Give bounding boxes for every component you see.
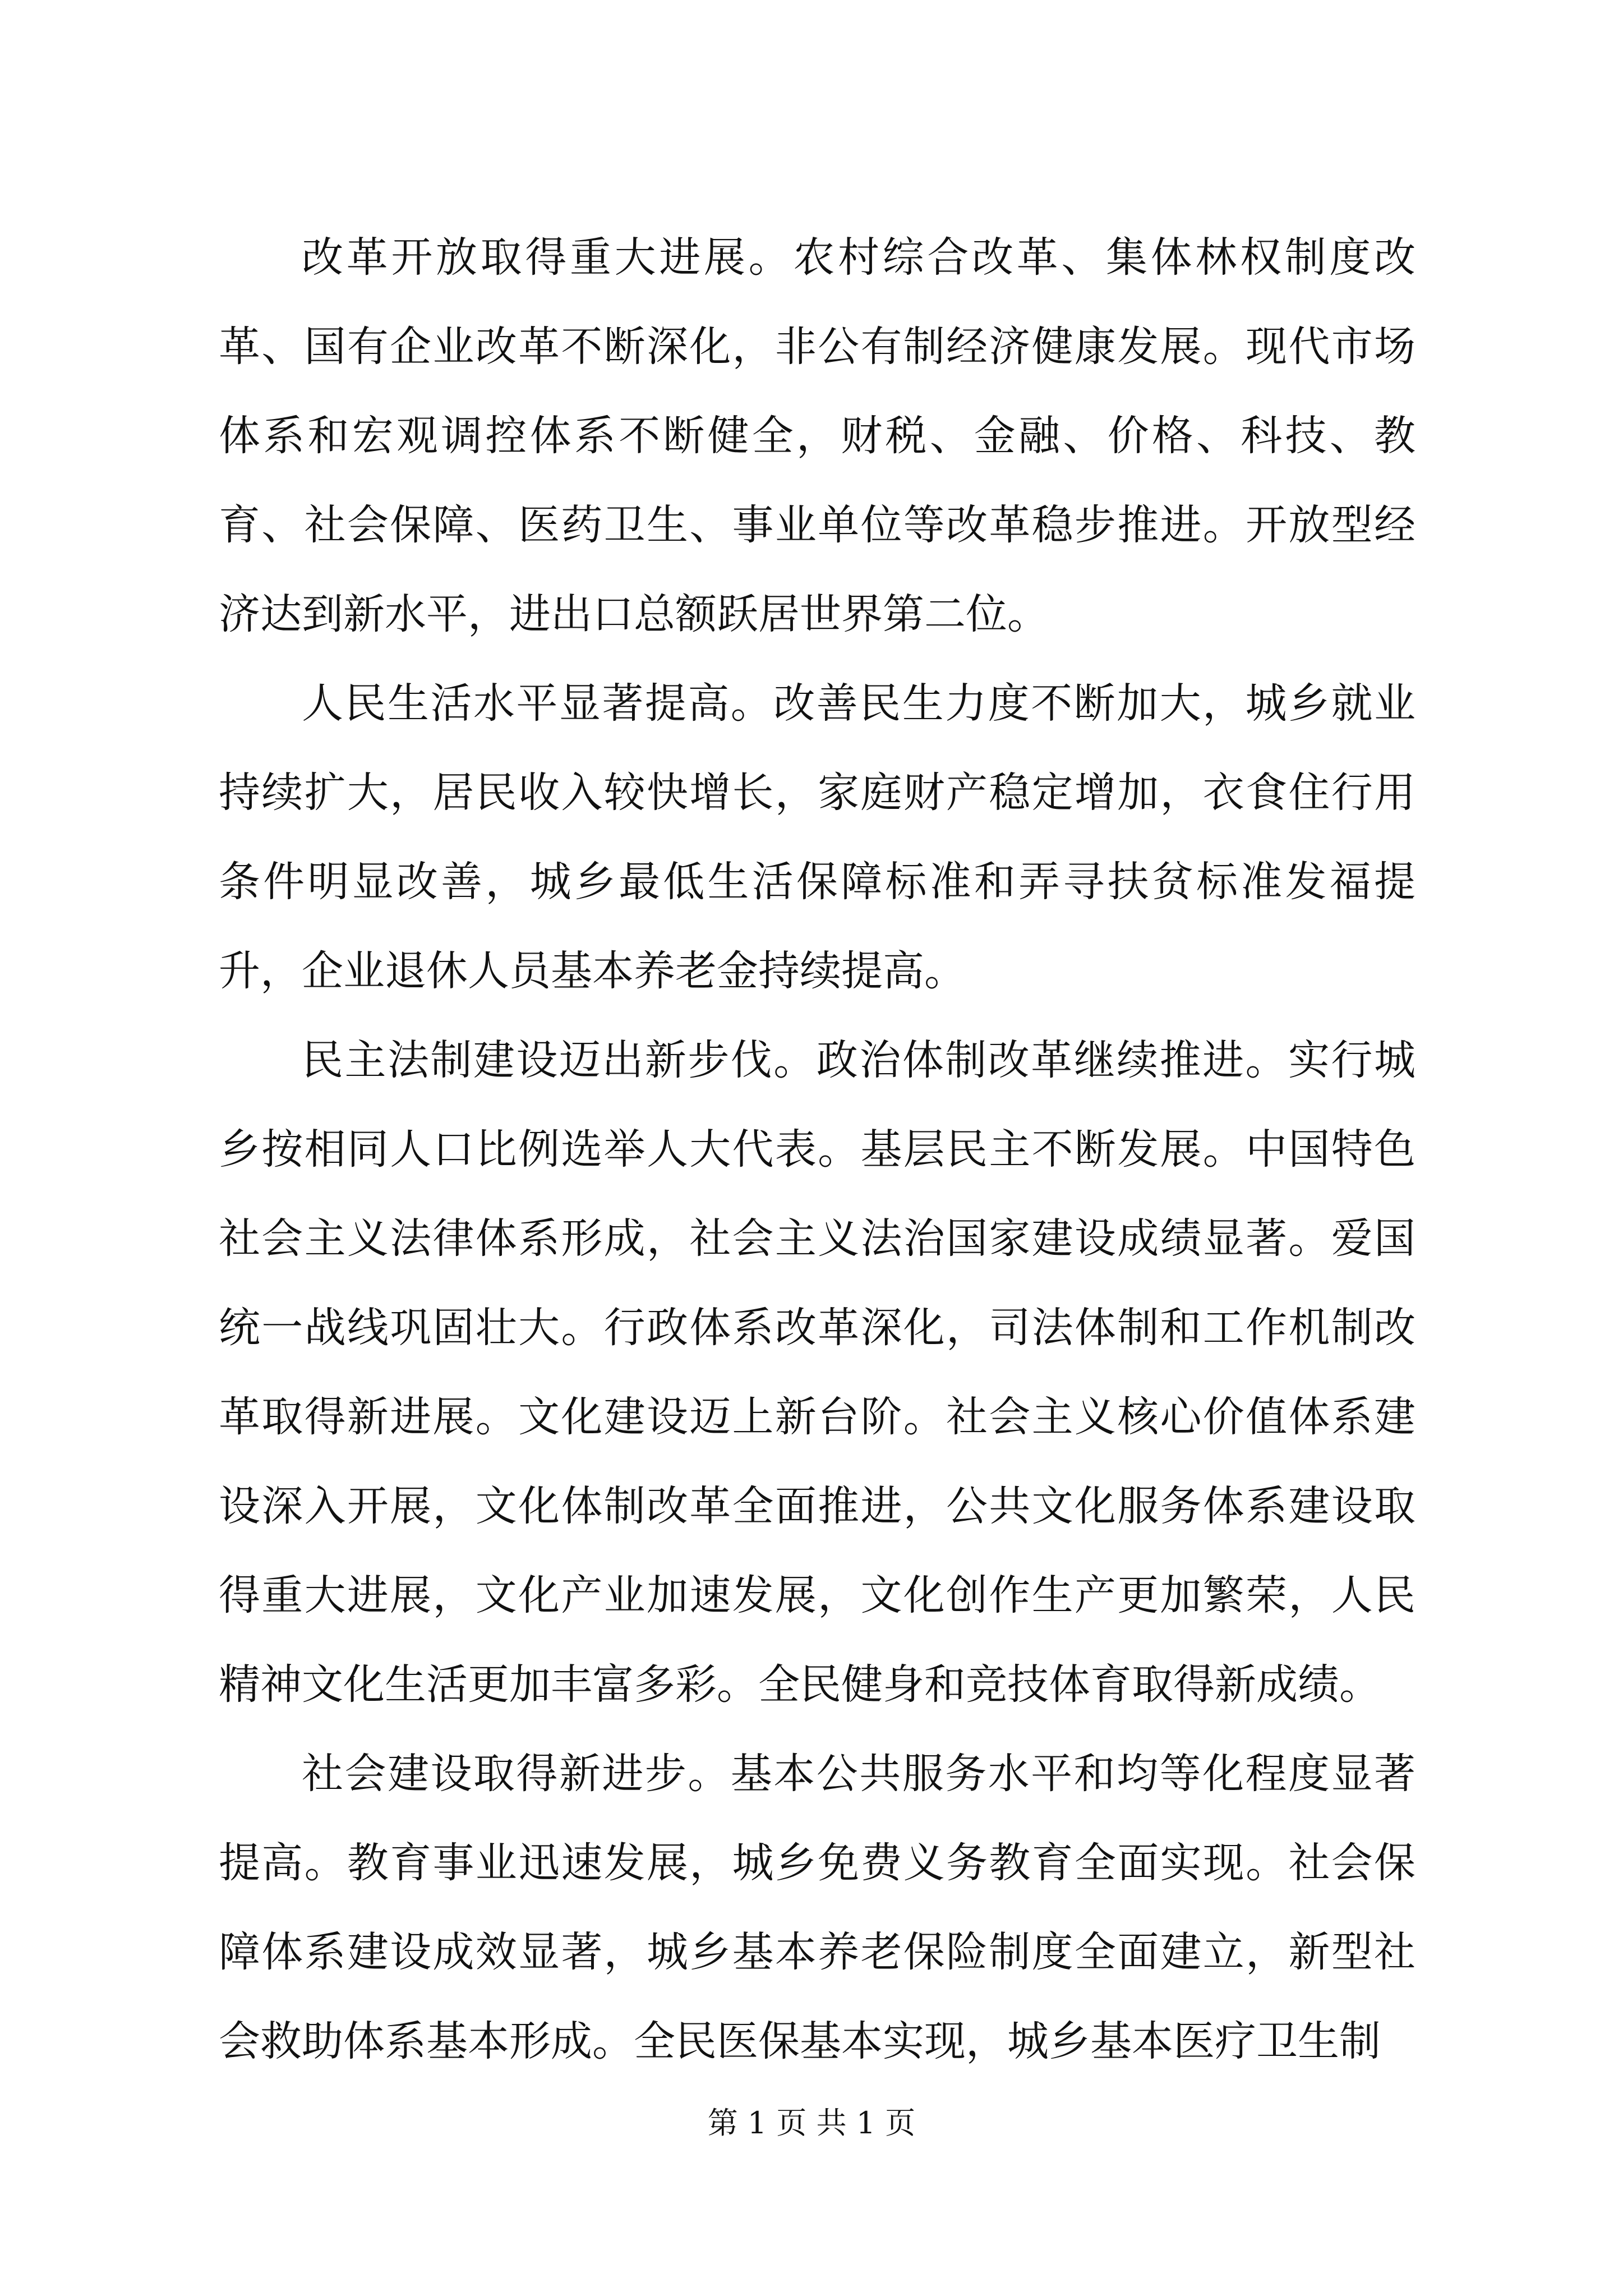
paragraph-reform-opening: 改革开放取得重大进展。农村综合改革、集体林权制度改革、国有企业改革不断深化，非公有制经济健康发展。现代市场体系和宏观调控体系不断健全，财税、金融、价格、科技、教育、社会保障、医药卫生、事业单位等改革稳步推进。开放型经济达到新水平，进出口总额跃居世界第二位。 — [219, 233, 1415, 638]
paragraph-democracy-law: 民主法制建设迈出新步伐。政治体制改革继续推进。实行城乡按相同人口比例选举人大代表。基层民主不断发展。中国特色社会主义法律体系形成，社会主义法治国家建设成绩显著。爱国统一战线巩固壮大。行政体系改革深化，司法体制和工作机制改革取得新进展。文化建设迈上新台阶。社会主义核心价值体系建设深入开展，文化体制改革全面推进，公共文化服务体系建设取得重大进展，文化产业加速发展，文化创作生产更加繁荣，人民精神文化生活更加丰富多彩。全民健身和竞技体育取得新成绩。 — [219, 1036, 1415, 1709]
document-body — [219, 213, 1415, 2086]
paragraph-living-standards: 人民生活水平显著提高。改善民生力度不断加大，城乡就业持续扩大，居民收入较快增长，家庭财产稳定增加，衣食住行用条件明显改善，城乡最低生活保障标准和弄寻扶贫标准发福提升，企业退休人员基本养老金持续提高。 — [219, 679, 1415, 995]
paragraph-social-construction: 社会建设取得新进步。基本公共服务水平和均等化程度显著提高。教育事业迅速发展，城乡免费义务教育全面实现。社会保障体系建设成效显著，城乡基本养老保险制度全面建立，新型社会救助体系基本形成。全民医保基本实现，城乡基本医疗卫生制 — [219, 1750, 1415, 2065]
page-footer: 第 1 页 共 1 页 — [707, 2105, 916, 2141]
